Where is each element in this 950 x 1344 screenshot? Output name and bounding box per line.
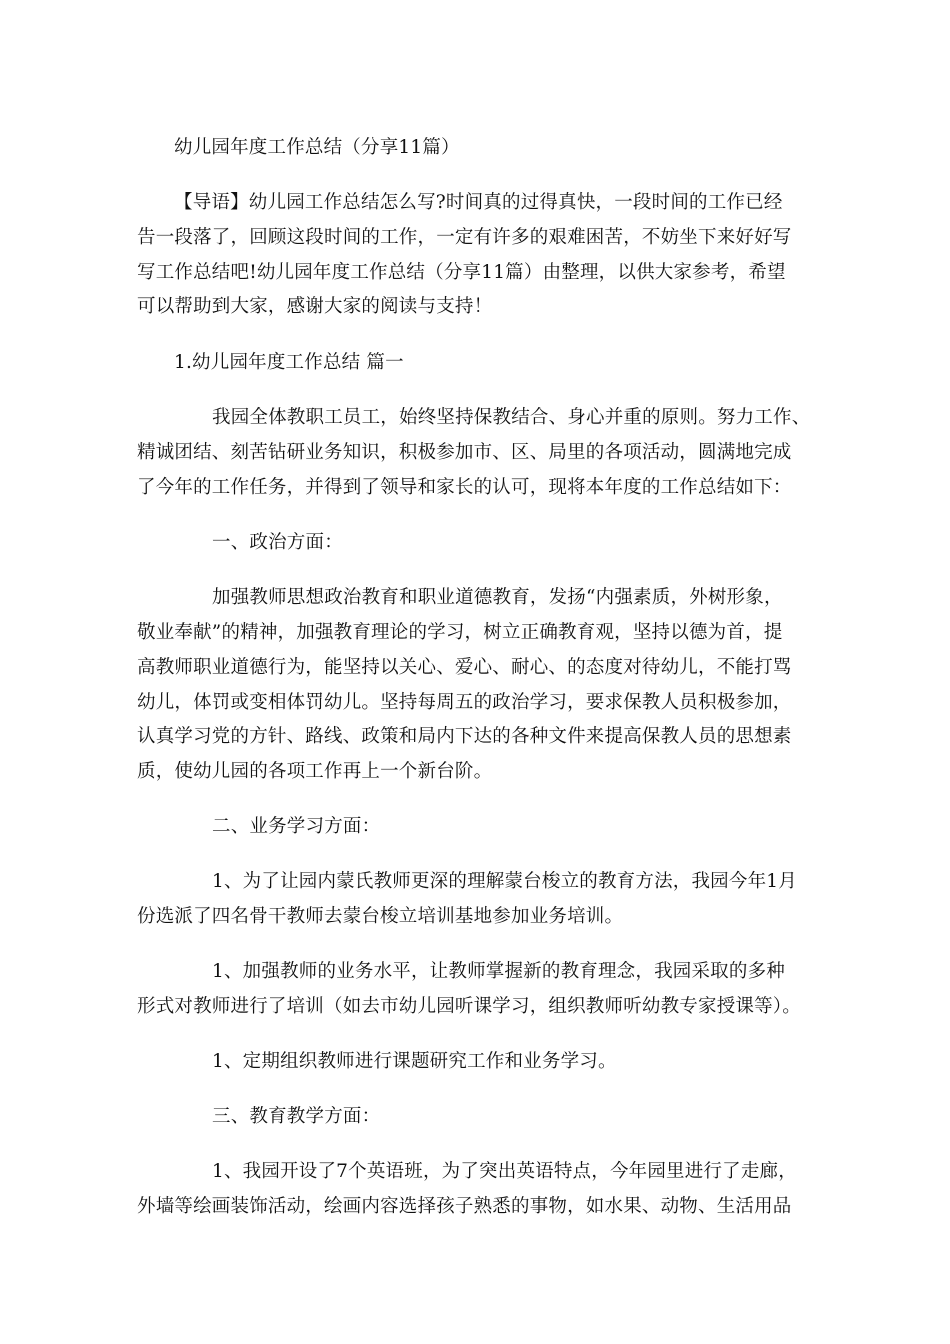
paragraph-line: 1、加强教师的业务水平，让教师掌握新的教育理念，我园采取的多种 <box>212 961 785 982</box>
paragraph-line: 份选派了四名骨干教师去蒙台梭立培训基地参加业务培训。 <box>137 906 624 927</box>
intro-line: 写工作总结吧!幼儿园年度工作总结（分享11篇）由整理，以供大家参考，希望 <box>137 262 786 283</box>
paragraph-line: 1、我园开设了7个英语班，为了突出英语特点，今年园里进行了走廊， <box>212 1161 797 1182</box>
intro-line: 可以帮助到大家，感谢大家的阅读与支持！ <box>137 296 493 317</box>
subheading-business: 二、业务学习方面： <box>212 816 381 837</box>
paragraph-line: 敬业奉献”的精神，加强教育理论的学习，树立正确教育观，坚持以德为首，提 <box>137 622 783 643</box>
paragraph-line: 外墙等绘画装饰活动，绘画内容选择孩子熟悉的事物，如水果、动物、生活用品 <box>137 1196 792 1217</box>
paragraph-line: 质，使幼儿园的各项工作再上一个新台阶。 <box>137 761 493 782</box>
paragraph-line: 我园全体教职工员工，始终坚持保教结合、身心并重的原则。努力工作、 <box>212 407 811 428</box>
paragraph-line: 幼儿，体罚或变相体罚幼儿。坚持每周五的政治学习，要求保教人员积极参加， <box>137 692 792 713</box>
paragraph-line: 加强教师思想政治教育和职业道德教育，发扬“内强素质，外树形象， <box>212 587 783 608</box>
section-heading: 1.幼儿园年度工作总结 篇一 <box>174 352 404 373</box>
paragraph-line: 认真学习党的方针、路线、政策和局内下达的各种文件来提高保教人员的思想素 <box>137 726 792 747</box>
paragraph-line: 1、为了让园内蒙氏教师更深的理解蒙台梭立的教育方法，我园今年1月 <box>212 871 797 892</box>
paragraph-line: 形式对教师进行了培训（如去市幼儿园听课学习，组织教师听幼教专家授课等）。 <box>137 996 801 1017</box>
document-title: 幼儿园年度工作总结（分享11篇） <box>174 137 460 158</box>
paragraph-line: 精诚团结、刻苦钻研业务知识，积极参加市、区、局里的各项活动，圆满地完成 <box>137 442 792 463</box>
intro-line: 告一段落了，回顾这段时间的工作，一定有许多的艰难困苦，不妨坐下来好好写 <box>137 227 792 248</box>
paragraph-line: 高教师职业道德行为，能坚持以关心、爱心、耐心、的态度对待幼儿，不能打骂 <box>137 657 792 678</box>
subheading-politics: 一、政治方面： <box>212 532 343 553</box>
subheading-teaching: 三、教育教学方面： <box>212 1106 381 1127</box>
intro-line: 【导语】幼儿园工作总结怎么写?时间真的过得真快，一段时间的工作已经 <box>174 192 783 213</box>
paragraph-line: 了今年的工作任务，并得到了领导和家长的认可，现将本年度的工作总结如下： <box>137 477 792 498</box>
business-item-3: 1、定期组织教师进行课题研究工作和业务学习。 <box>212 1051 617 1072</box>
